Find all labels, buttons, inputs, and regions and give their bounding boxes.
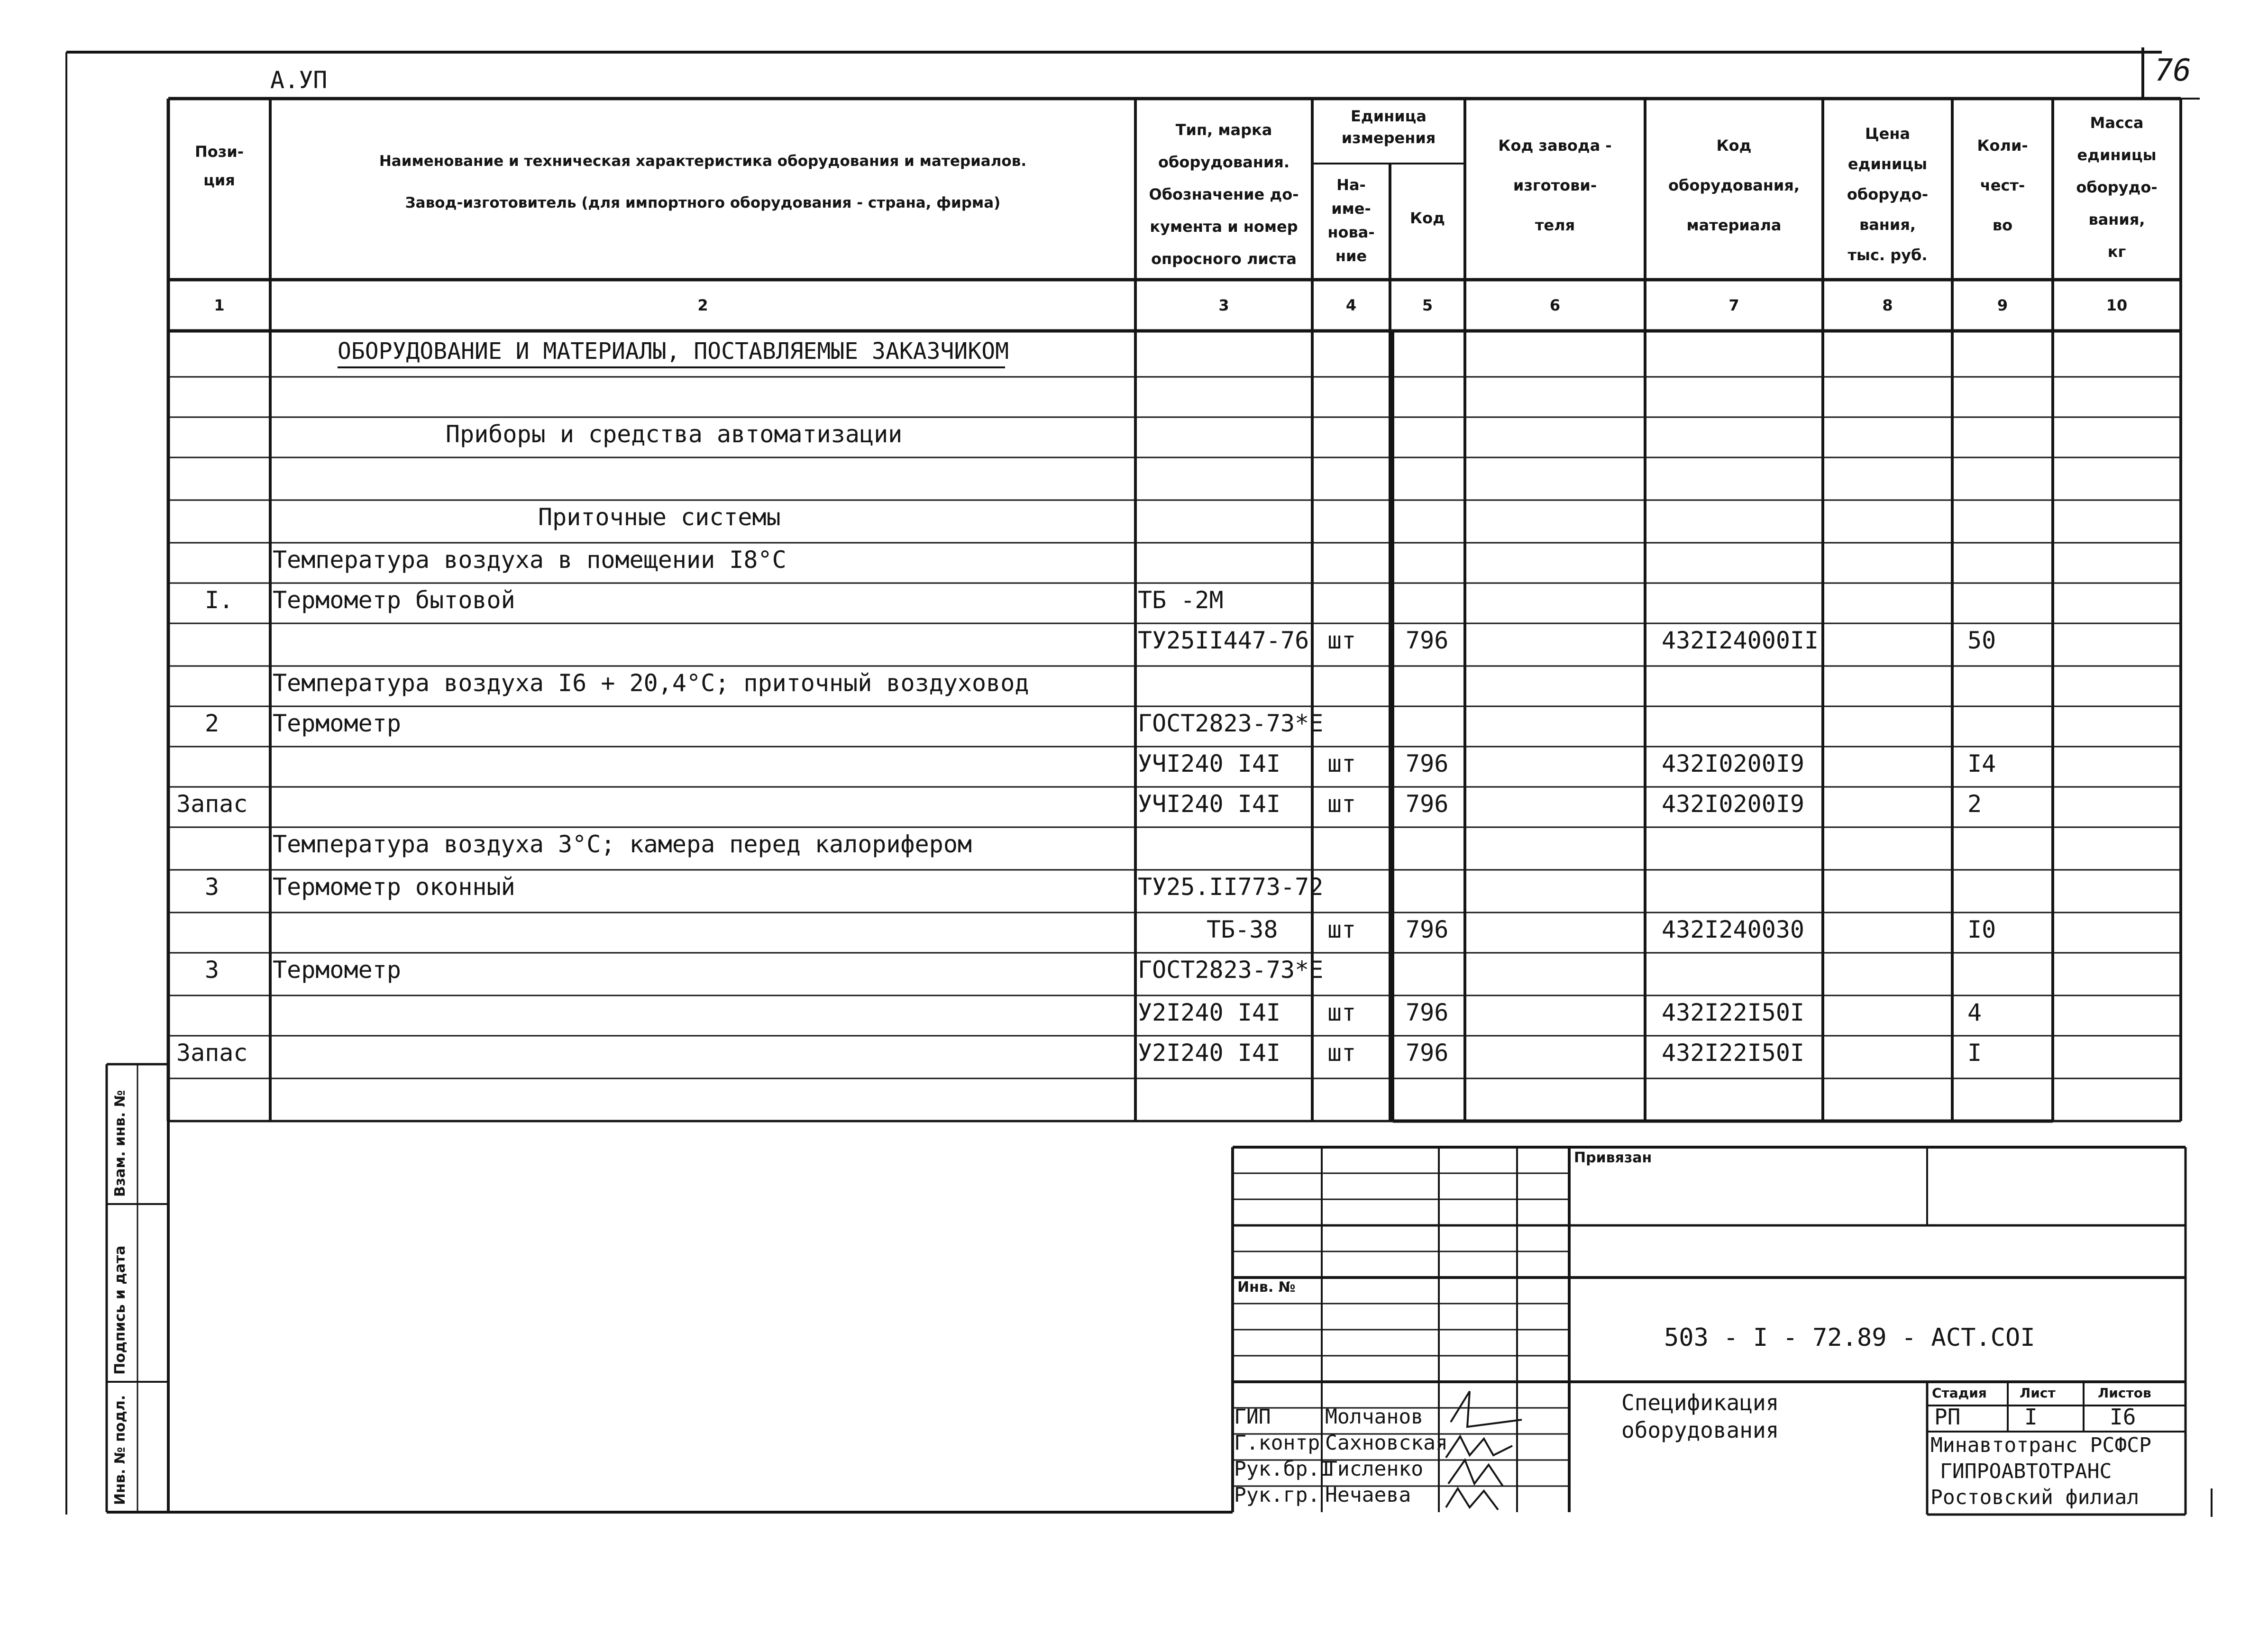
side-inv-podl: Инв. № подл. [112, 1395, 128, 1505]
name-cell: Термометр бытовой [273, 586, 515, 614]
unit-cell: шт [1327, 1039, 1356, 1067]
unit-cell: шт [1327, 750, 1356, 777]
name-cell: ОБОРУДОВАНИЕ И МАТЕРИАЛЫ, ПОСТАВЛЯЕМЫЕ ЗАКАЗЧИКОМ [338, 338, 1009, 365]
name-cell: Температура воздуха в помещении I8°C [273, 546, 786, 574]
side-vzam-inv: Взам. инв. № [112, 1090, 128, 1197]
header-col10: Масса единицы оборудо- вания, кг [2076, 114, 2158, 261]
quantity-cell: 4 [1967, 999, 1982, 1026]
unit-cell: шт [1327, 999, 1356, 1026]
unit-code-cell: 796 [1406, 627, 1449, 654]
header-col2: Наименование и техническая характеристика оборудования и материалов. Завод-изготовитель (для импортного оборудования - страна, фирма) [379, 153, 1027, 211]
sheets-value: I6 [2110, 1404, 2136, 1430]
colnum-10: 10 [2106, 296, 2128, 314]
stage-head: Стадия [1932, 1385, 1987, 1401]
type-cell: УЧI240 I4I [1138, 750, 1281, 777]
unit-code-cell: 796 [1406, 999, 1449, 1026]
equipment-code-cell: 432I24000II [1662, 627, 1819, 654]
equipment-code-cell: 432I22I50I [1662, 999, 1805, 1026]
sheets-head: Листов [2098, 1385, 2151, 1401]
name-cell: Температура воздуха 3°C; камера перед калорифером [273, 831, 972, 858]
unit-cell: шт [1327, 790, 1356, 818]
header-col5: Код [1410, 209, 1445, 227]
sheet-number: 76 [2155, 53, 2192, 88]
unit-cell: шт [1327, 627, 1356, 654]
equipment-code-cell: 432I22I50I [1662, 1039, 1805, 1067]
type-cell: ГОСТ2823-73*Е [1138, 710, 1324, 737]
sheet-value: I [2024, 1404, 2038, 1430]
unit-code-cell: 796 [1406, 750, 1449, 777]
top-label: А.УП [270, 66, 328, 94]
type-cell: У2I240 I4I [1138, 999, 1281, 1026]
privyazan-label: Привязан [1574, 1150, 1652, 1166]
position-cell: Запас [176, 1039, 248, 1067]
unit-code-cell: 796 [1406, 916, 1449, 943]
header-col1: Пози- ция [194, 143, 244, 189]
position-cell: Запас [176, 790, 248, 818]
colnum-3: 3 [1218, 296, 1229, 314]
stage-value: РП [1934, 1404, 1961, 1430]
name-cell: Приборы и средства автоматизации [446, 420, 903, 448]
organization: Минавтотранс РСФСР ГИПРОАВТОТРАНС Ростовский филиал [1930, 1433, 2151, 1509]
header-col8: Цена единицы оборудо- вания, тыс. руб. [1847, 125, 1929, 264]
quantity-cell: 2 [1967, 790, 1982, 818]
colnum-6: 6 [1549, 296, 1561, 314]
type-cell: У2I240 I4I [1138, 1039, 1281, 1067]
type-cell: ТБ -2М [1138, 586, 1224, 614]
colnum-7: 7 [1728, 296, 1739, 314]
name-cell: Температура воздуха I6 + 20,4°C; приточный воздуховод [273, 669, 1029, 697]
quantity-cell: 50 [1967, 627, 1996, 654]
position-cell: 2 [205, 710, 219, 737]
type-cell: ТУ25II447-76 [1138, 627, 1309, 654]
signatory-names: Молчанов Сахновская Тисленко Нечаева [1325, 1405, 1448, 1507]
name-cell: Термометр [273, 710, 401, 737]
unit-code-cell: 796 [1406, 790, 1449, 818]
position-cell: I. [205, 586, 234, 614]
unit-code-cell: 796 [1406, 1039, 1449, 1067]
header-col7: Код оборудования, материала [1668, 137, 1800, 234]
sheet-head: Лист [2020, 1385, 2056, 1401]
type-cell: УЧI240 I4I [1138, 790, 1281, 818]
colnum-4: 4 [1345, 296, 1357, 314]
type-cell: ТУ25.II773-72 [1138, 873, 1324, 901]
signatures [1446, 1391, 1522, 1510]
unit-cell: шт [1327, 916, 1356, 943]
colnum-8: 8 [1882, 296, 1893, 314]
equipment-code-cell: 432I240030 [1662, 916, 1805, 943]
equipment-code-cell: 432I0200I9 [1662, 790, 1805, 818]
type-cell: ГОСТ2823-73*Е [1138, 956, 1324, 984]
name-cell: Приточные системы [538, 503, 781, 531]
header-col3: Тип, марка оборудования. Обозначение до- кумента и номер опросного листа [1149, 121, 1299, 268]
header-col6: Код завода - изготови- теля [1498, 137, 1612, 234]
quantity-cell: I0 [1967, 916, 1996, 943]
colnum-1: 1 [214, 296, 225, 314]
inv-label: Инв. № [1237, 1279, 1296, 1296]
name-cell: Термометр [273, 956, 401, 984]
quantity-cell: I [1967, 1039, 1982, 1067]
quantity-cell: I4 [1967, 750, 1996, 777]
document-code: 503 - I - 72.89 - АСТ.СОI [1664, 1323, 2035, 1352]
colnum-2: 2 [697, 296, 708, 314]
equipment-code-cell: 432I0200I9 [1662, 750, 1805, 777]
header-col9: Коли- чест- во [1977, 137, 2028, 234]
position-cell: 3 [205, 956, 219, 984]
document-title: Спецификация оборудования [1621, 1390, 1779, 1443]
name-cell: Термометр оконный [273, 873, 515, 901]
position-cell: 3 [205, 873, 219, 901]
header-col4: На- име- нова- ние [1327, 176, 1375, 265]
type-cell: ТБ-38 [1207, 916, 1278, 943]
signatory-roles: ГИП Г.контр Рук.бр.I Рук.гр. [1234, 1405, 1333, 1507]
side-signature-date: Подпись и дата [112, 1245, 128, 1375]
colnum-9: 9 [1997, 296, 2008, 314]
colnum-5: 5 [1422, 296, 1433, 314]
header-unit: Единица измерения [1341, 107, 1436, 147]
